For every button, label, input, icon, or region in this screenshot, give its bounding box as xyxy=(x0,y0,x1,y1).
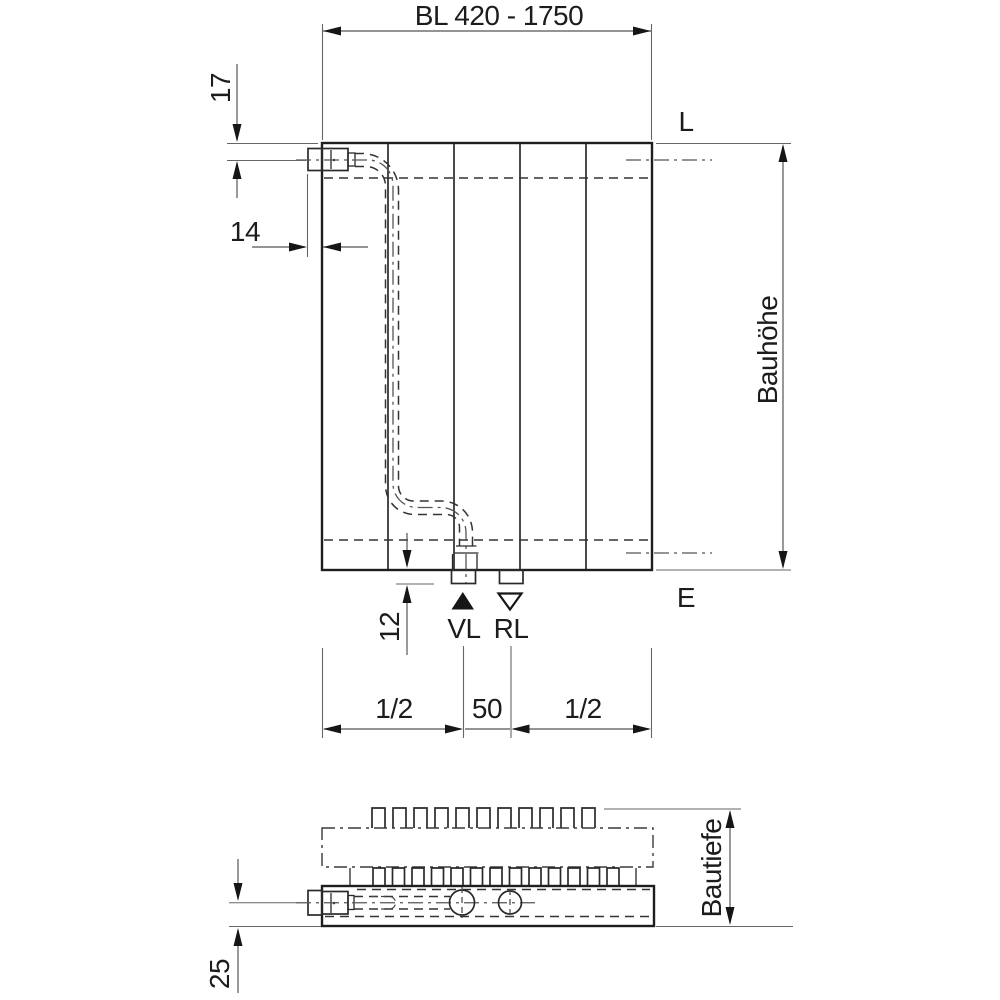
return-label: RL xyxy=(493,613,529,644)
middle-fins xyxy=(373,868,619,886)
dimension-axis-offset xyxy=(204,859,321,993)
dimension-connection-spacing xyxy=(323,646,652,738)
dimension-length xyxy=(323,0,652,140)
axis-offset-dim-label: 25 xyxy=(204,958,235,990)
side-offset-dim-label: 14 xyxy=(229,216,261,247)
bottom-offset-dim-label: 12 xyxy=(374,611,405,643)
label-l: L xyxy=(678,106,694,137)
front-panel-outline xyxy=(322,886,654,926)
dimension-top-offset xyxy=(205,64,318,198)
supply-stub xyxy=(452,570,476,584)
length-dim-label: BL 420 - 1750 xyxy=(414,0,584,31)
depth-dim-label: Bautiefe xyxy=(696,818,727,918)
label-e: E xyxy=(676,582,696,613)
plan-view xyxy=(204,808,793,993)
height-dim-label: Bauhöhe xyxy=(752,295,783,405)
panel-divider-lines xyxy=(388,144,586,569)
bottom-left-dim-label: 1/2 xyxy=(375,693,413,724)
supply-label: VL xyxy=(447,613,481,644)
back-fins xyxy=(372,808,595,828)
return-direction-icon xyxy=(499,594,522,610)
radiator-body-outline xyxy=(322,143,652,570)
return-stub xyxy=(500,570,524,584)
internal-pipe xyxy=(355,154,479,571)
phantom-body-outline xyxy=(322,828,653,867)
supply-direction-icon xyxy=(452,592,475,610)
dimension-bottom-offset xyxy=(374,533,434,655)
dimension-depth xyxy=(604,809,793,927)
center-spacing-dim-label: 50 xyxy=(471,693,503,724)
dimension-height xyxy=(656,144,791,571)
dimension-side-offset xyxy=(230,174,368,257)
top-offset-dim-label: 17 xyxy=(205,72,236,104)
front-view xyxy=(205,0,791,738)
bottom-right-dim-label: 1/2 xyxy=(564,693,602,724)
